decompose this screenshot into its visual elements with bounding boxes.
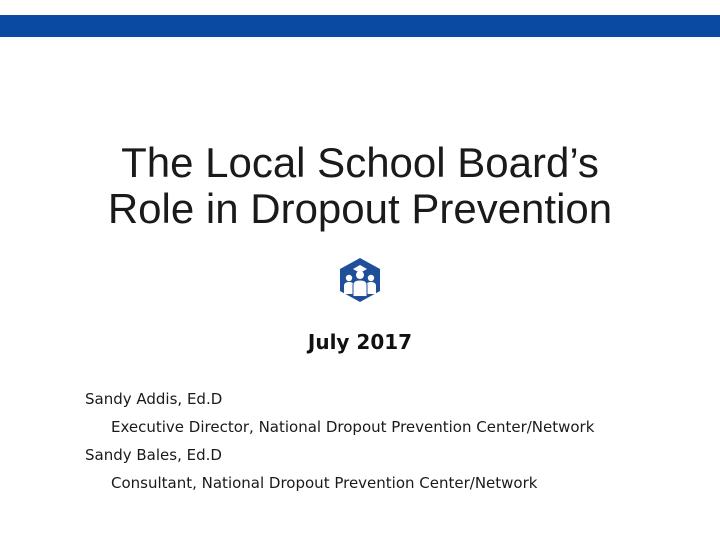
title-line-2: Role in Dropout Prevention xyxy=(107,185,613,232)
presenter-role: Executive Director, National Dropout Prevention Center/Network xyxy=(111,418,595,436)
slide-title xyxy=(0,140,720,232)
presenter-role: Consultant, National Dropout Prevention Center/Network xyxy=(111,474,538,492)
presenter-list xyxy=(85,385,705,497)
presenter-name: Sandy Bales, Ed.D xyxy=(85,446,222,464)
top-accent-bar xyxy=(0,15,720,37)
presentation-date: July 2017 xyxy=(307,330,413,354)
presenter-name: Sandy Addis, Ed.D xyxy=(85,390,223,408)
graduates-group-icon xyxy=(336,256,384,304)
title-line-1: The Local School Board’s xyxy=(121,139,599,186)
